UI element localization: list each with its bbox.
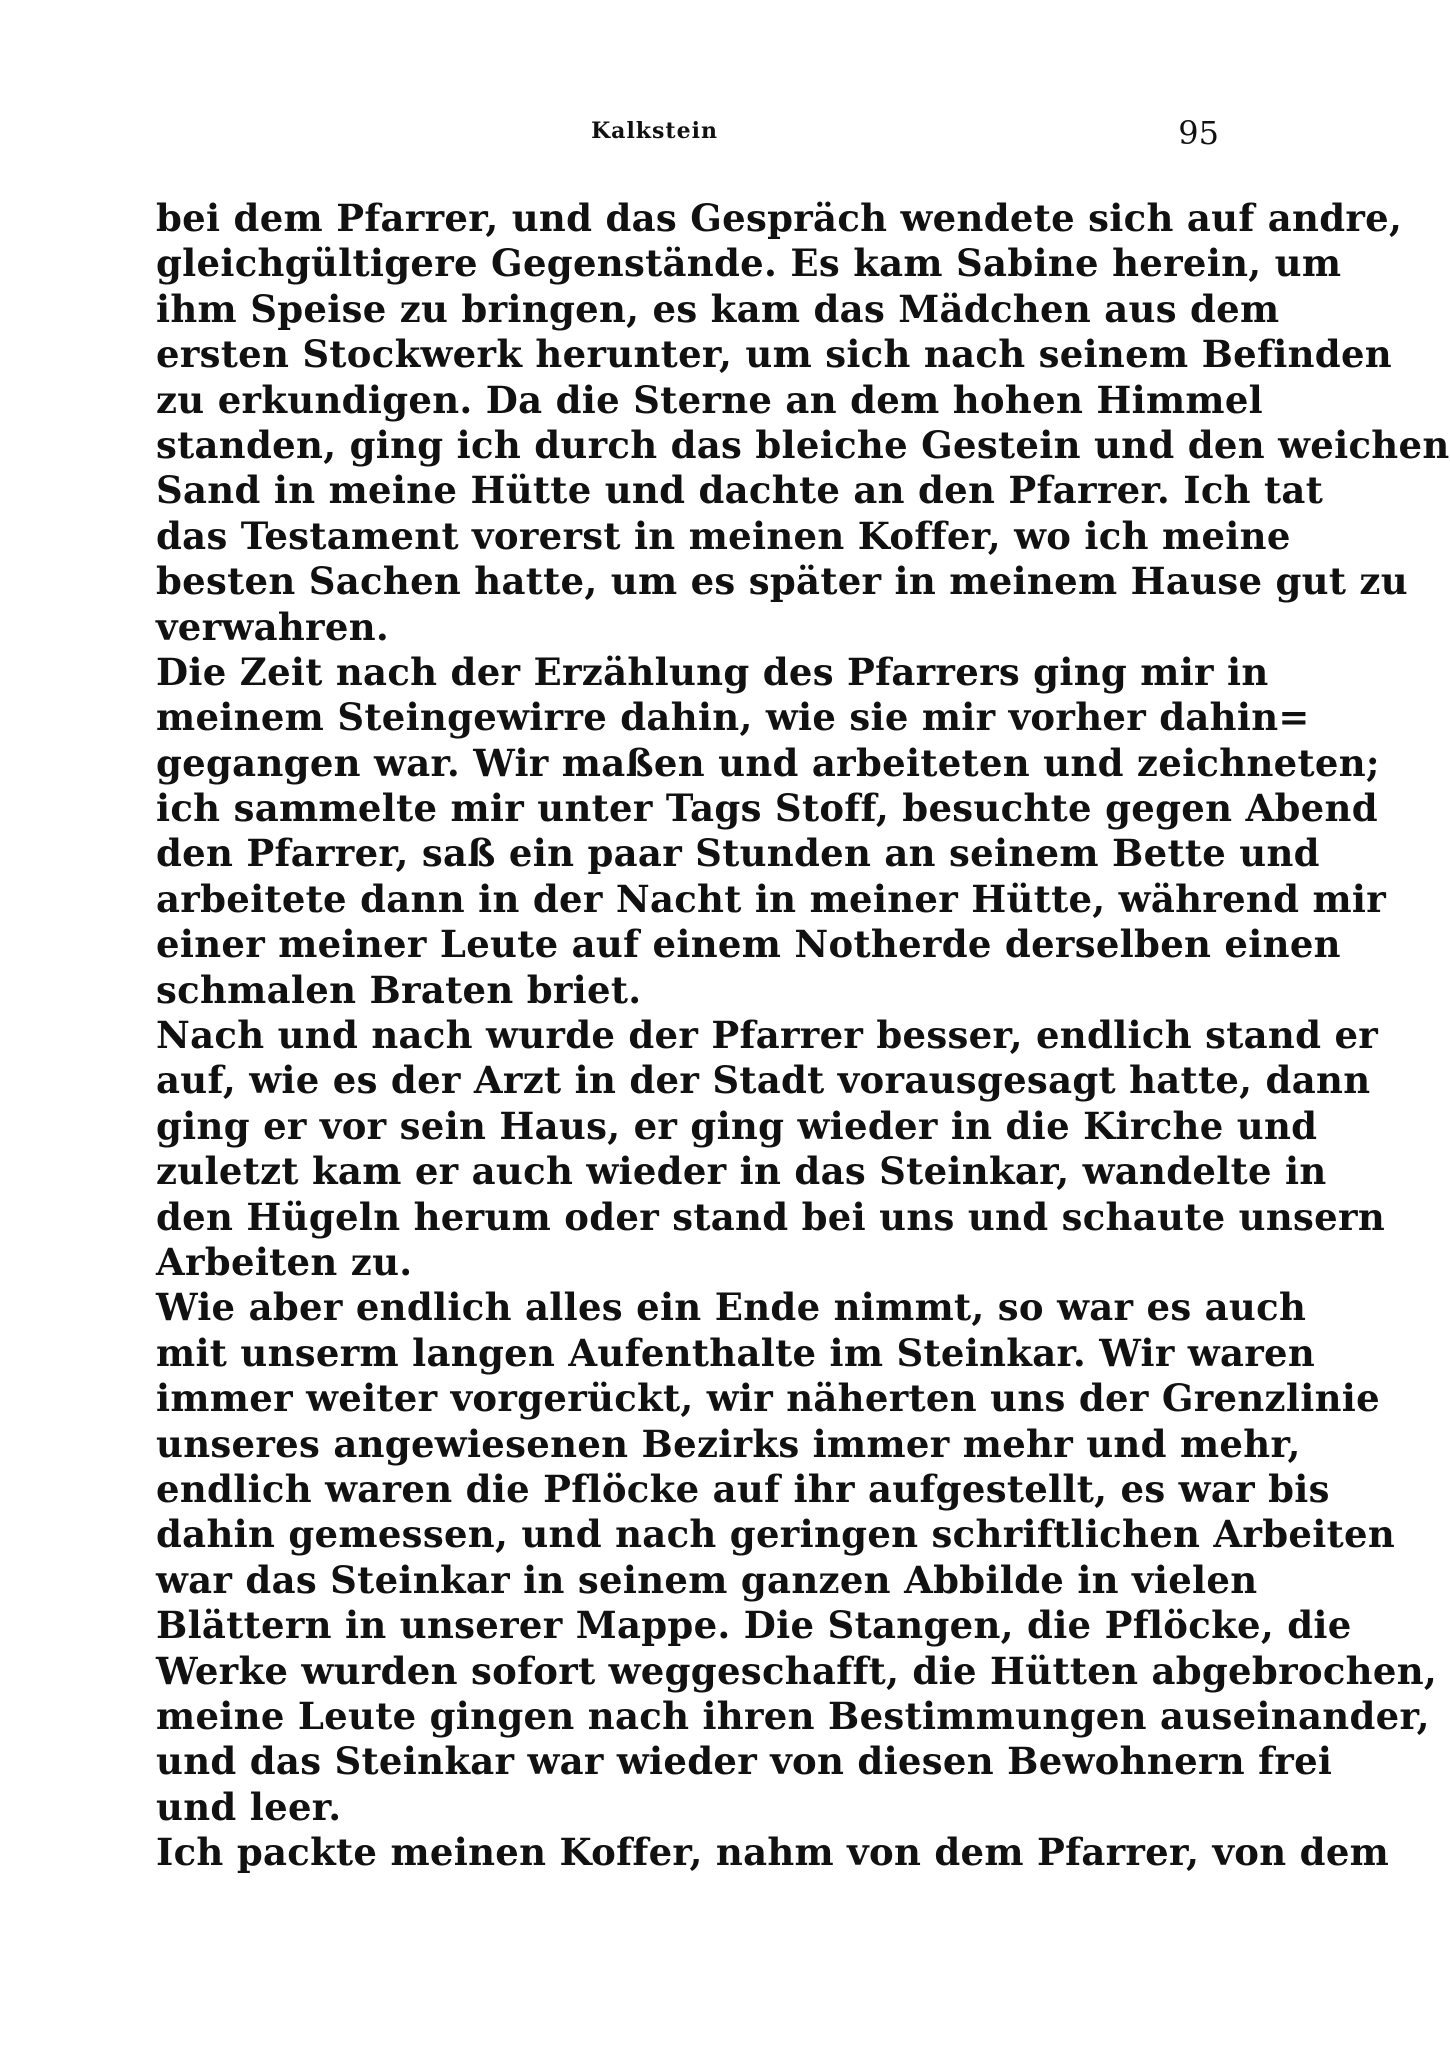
- text-line: verwahren.: [156, 604, 390, 649]
- text-line: Werke wurden sofort weggeschafft, die Hütten abgebrochen,: [156, 1648, 1438, 1693]
- text-line: zu erkundigen. Da die Sterne an dem hohen Himmel: [156, 377, 1264, 422]
- text-line: und leer.: [156, 1784, 342, 1829]
- text-line: standen, ging ich durch das bleiche Gestein und den weichen: [156, 422, 1450, 467]
- text-line: ersten Stockwerk herunter, um sich nach seinem Befinden: [156, 332, 1392, 377]
- text-line: Nach und nach wurde der Pfarrer besser, endlich stand er: [156, 1013, 1379, 1058]
- text-line: endlich waren die Pflöcke auf ihr aufgestellt, es war bis: [156, 1466, 1330, 1511]
- text-line: und das Steinkar war wieder von diesen Bewohnern frei: [156, 1739, 1333, 1784]
- text-line: auf, wie es der Arzt in der Stadt vorausgesagt hatte, dann: [156, 1058, 1371, 1103]
- text-line: gleichgültigere Gegenstände. Es kam Sabine herein, um: [156, 241, 1342, 286]
- text-line: besten Sachen hatte, um es später in meinem Hause gut zu: [156, 559, 1408, 604]
- text-line: Sand in meine Hütte und dachte an den Pfarrer. Ich tat: [156, 468, 1324, 513]
- text-line: war das Steinkar in seinem ganzen Abbilde in vielen: [156, 1557, 1258, 1602]
- page-number: 95: [1178, 114, 1219, 152]
- text-line: dahin gemessen, und nach geringen schriftlichen Arbeiten: [156, 1512, 1396, 1557]
- text-line: ich sammelte mir unter Tags Stoff, besuchte gegen Abend: [156, 786, 1378, 831]
- text-line: immer weiter vorgerückt, wir näherten uns der Grenzlinie: [156, 1376, 1380, 1421]
- text-line: schmalen Braten briet.: [156, 967, 642, 1012]
- text-line: Ich packte meinen Koffer, nahm von dem Pfarrer, von dem: [156, 1830, 1390, 1875]
- text-line: den Hügeln herum oder stand bei uns und schaute unsern: [156, 1194, 1386, 1239]
- text-line: meine Leute gingen nach ihren Bestimmungen auseinander,: [156, 1693, 1430, 1738]
- text-line: bei dem Pfarrer, und das Gespräch wendete sich auf andre,: [156, 196, 1403, 240]
- text-line: unseres angewiesenen Bezirks immer mehr und mehr,: [156, 1421, 1301, 1466]
- text-line: arbeitete dann in der Nacht in meiner Hütte, während mir: [156, 876, 1387, 921]
- text-line: ging er vor sein Haus, er ging wieder in die Kirche und: [156, 1103, 1318, 1148]
- text-line: den Pfarrer, saß ein paar Stunden an seinem Bette und: [156, 831, 1320, 876]
- text-line: gegangen war. Wir maßen und arbeiteten und zeichneten;: [156, 740, 1380, 785]
- text-line: einer meiner Leute auf einem Notherde derselben einen: [156, 922, 1341, 967]
- text-line: das Testament vorerst in meinen Koffer, wo ich meine: [156, 513, 1291, 558]
- text-line: ihm Speise zu bringen, es kam das Mädchen aus dem: [156, 286, 1280, 331]
- text-line: mit unserm langen Aufenthalte im Steinkar. Wir waren: [156, 1330, 1316, 1375]
- text-line: Blättern in unserer Mappe. Die Stangen, die Pflöcke, die: [156, 1603, 1352, 1648]
- text-line: Wie aber endlich alles ein Ende nimmt, so war es auch: [156, 1285, 1307, 1330]
- text-line: Die Zeit nach der Erzählung des Pfarrers ging mir in: [156, 649, 1269, 694]
- text-body: [156, 196, 1450, 1875]
- text-line: zuletzt kam er auch wieder in das Steinkar, wandelte in: [156, 1149, 1327, 1194]
- running-head: Kalkstein: [591, 118, 718, 144]
- text-line: Arbeiten zu.: [156, 1239, 413, 1284]
- text-line: meinem Steingewirre dahin, wie sie mir vorher dahin=: [156, 695, 1310, 740]
